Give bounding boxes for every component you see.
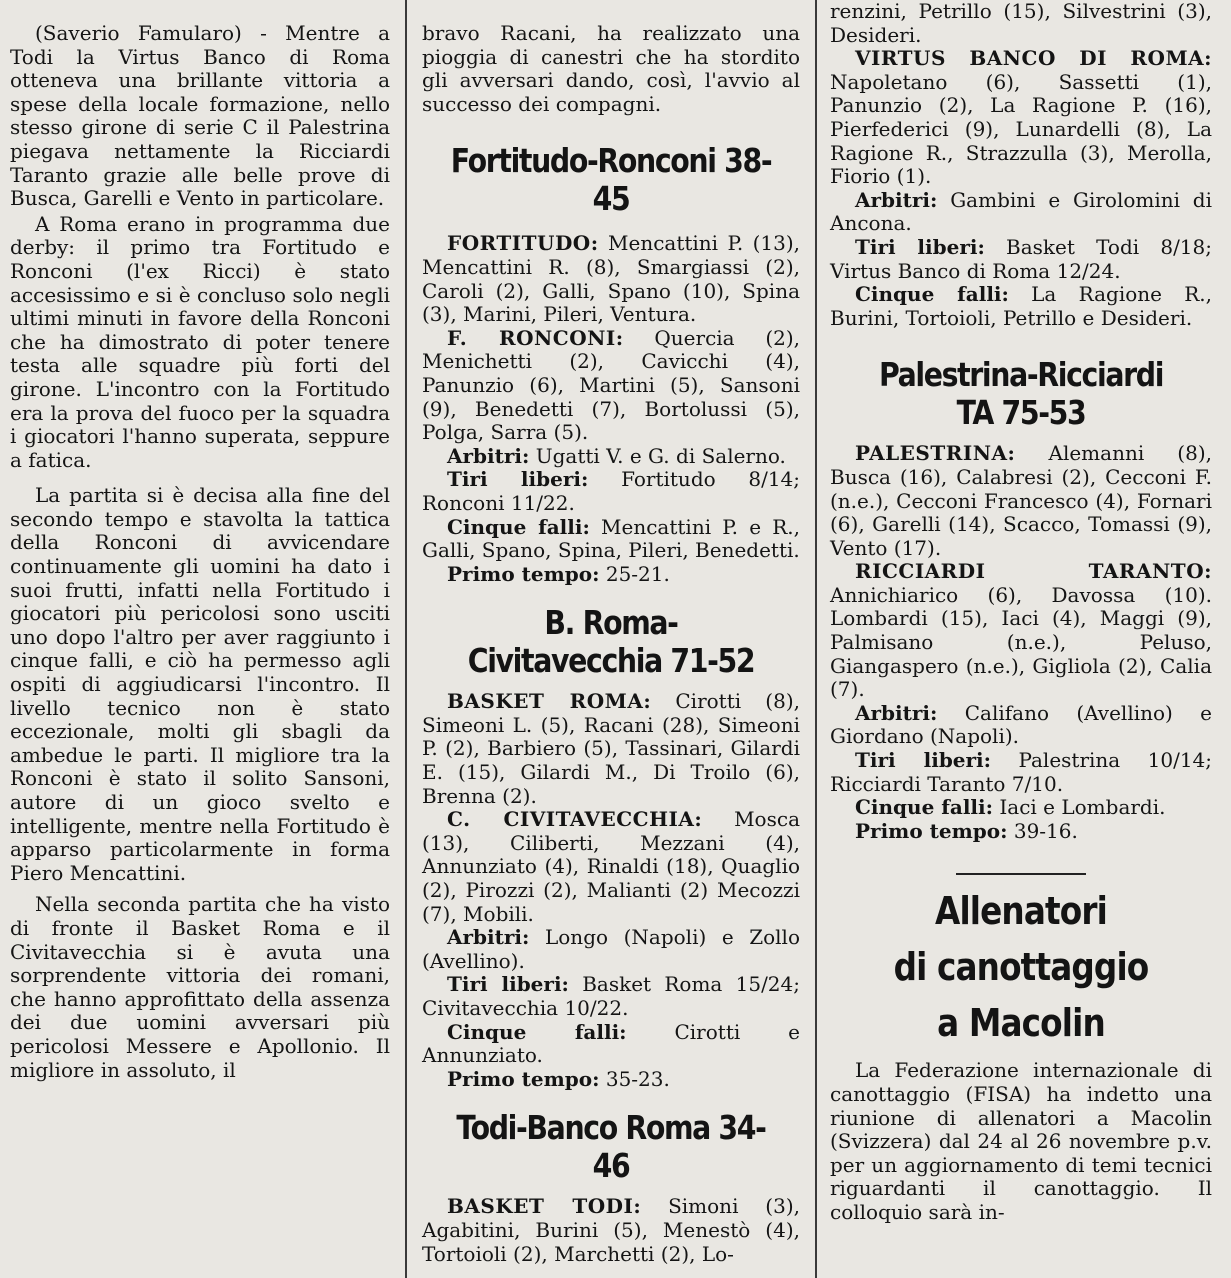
team-players: Mosca (13), Ciliberti, Mezzani (4), Annunziato (4), Rinaldi (18), Quaglio (2), Pirozzi (2), Malianti (2) Mecozzi (7), Mobili. (422, 807, 800, 926)
five-fouls-text: Mencattini P. e R., Galli, Spano, Spina, Pileri, Benedetti. (422, 514, 801, 563)
column-divider (405, 0, 407, 1278)
game-headline: B. Roma-Civitavecchia 71-52 (467, 603, 755, 681)
first-half-text: 35-23. (605, 1066, 670, 1091)
game-box-score (422, 1195, 800, 1266)
article-paragraph: La Federazione internazionale di canottaggio (FISA) ha indetto una riunione di allenatori a Macolin (Svizzera) dal 24 al 26 novembre p.v. per un aggiornamento di temi tecnici riguardanti il canottaggio. Il colloquio sarà in- (830, 1058, 1212, 1224)
column-divider (815, 0, 817, 1278)
five-fouls (830, 796, 1212, 820)
team-players: Annichiarico (6), Davossa (10). Lombardi (15), Iaci (4), Maggi (9), Palmisano (n.e.), Peluso, Giangaspero (n.e.), Gigliola (2), Calia (7). (830, 582, 1212, 702)
article-paragraph: (Saverio Famularo) - Mentre a Todi la Virtus Banco di Roma otteneva una brillante vittoria a spese della locale formazione, nello stesso girone di serie C il Palestrina piegava nettamente la Ricciardi Taranto grazie alle belle prove di Busca, Garelli e Vento in particolare. (10, 21, 390, 211)
free-throws-text: Fortitudo 8/14; Ronconi 11/22. (422, 467, 801, 515)
team-players: Simoni (3), Agabitini, Burini (5), Menestò (4), Tortoioli (2), Marchetti (2), Lo- (422, 1194, 800, 1266)
column-3 (830, 0, 1212, 1225)
team-players: Napoletano (6), Sassetti (1), Panunzio (2), La Ragione P. (16), Pierfederici (9), Lunardelli (8), La Ragione R., Strazzulla (3), Merolla, Fiorio (1). (830, 69, 1212, 189)
five-fouls-label: Cinque falli: (855, 282, 1009, 307)
team-label: VIRTUS BANCO DI ROMA: (855, 46, 1212, 71)
article-paragraph: La partita si è decisa alla fine del secondo tempo e stavolta la tattica della Ronconi di avvicendare continuamente gli uomini ha dato i suoi frutti, infatti nella Fortitudo i giocatori più pericolosi sono usciti uno dopo l'altro per aver raggiunto i cinque falli, e ciò ha permesso agli ospiti di aggiudicarsi l'incontro. Il livello tecnico non è stato eccezionale, molti gli sbagli da ambedue le parti. Il migliore tra la Ronconi è stato il solito Sansoni, autore di un gioco svelto e intelligente, mentre nella Fortitudo è apparso particolarmente in forma Piero Mencattini. (10, 483, 390, 885)
team-lineup (422, 690, 800, 808)
team-lineup (422, 327, 800, 445)
five-fouls-label: Cinque falli: (447, 1019, 627, 1044)
referees-label: Arbitri: (447, 443, 530, 468)
referees (422, 445, 800, 469)
five-fouls-text: Iaci e Lombardi. (999, 795, 1166, 820)
column-2 (422, 0, 800, 1266)
team-label: BASKET TODI: (447, 1194, 642, 1219)
free-throws (830, 749, 1212, 796)
article-paragraph: A Roma erano in programma due derby: il primo tra Fortitudo e Ronconi (l'ex Ricci) è stato accesissimo e si è concluso solo negli ultimi minuti in favore della Ronconi che ha dimostrato di poter tenere testa alle squadre più forti del girone. L'incontro con la Fortitudo era la prova del fuoco per la squadra i giocatori l'hanno superata, seppure a fatica. (10, 211, 390, 472)
five-fouls-text: La Ragione R., Burini, Tortoioli, Petrillo e Desideri. (830, 282, 1212, 330)
game-headline: Fortitudo-Ronconi 38-45 (450, 141, 772, 219)
referees (830, 702, 1212, 749)
article-paragraph: bravo Racani, ha realizzato una pioggia di canestri che ha stordito gli avversari dando, così, l'avvio al successo dei compagni. (422, 21, 800, 116)
referees-text: Gambini e Girolomini di Ancona. (830, 187, 1213, 236)
team-label: BASKET ROMA: (447, 689, 652, 714)
free-throws (830, 236, 1212, 283)
team-label: F. RONCONI: (447, 325, 624, 350)
free-throws-text: Basket Todi 8/18; Virtus Banco di Roma 12/24. (830, 234, 1212, 283)
column-1 (10, 0, 390, 1082)
headline-line: Allenatori (935, 889, 1107, 934)
team-label: FORTITUDO: (447, 231, 599, 256)
team-label: RICCIARDI TARANTO: (855, 559, 1212, 584)
five-fouls (830, 283, 1212, 330)
five-fouls-label: Cinque falli: (447, 514, 590, 539)
five-fouls-label: Cinque falli: (855, 795, 994, 820)
free-throws-label: Tiri liberi: (447, 972, 569, 997)
free-throws (422, 468, 800, 515)
headline-line: di canottaggio (893, 945, 1149, 990)
free-throws-label: Tiri liberi: (855, 234, 985, 259)
five-fouls (422, 1021, 800, 1068)
referees-label: Arbitri: (855, 187, 938, 212)
first-half (422, 563, 800, 587)
team-lineup (830, 47, 1212, 189)
section-divider (956, 873, 1086, 875)
free-throws-text: Palestrina 10/14; Ricciardi Taranto 7/10. (830, 748, 1213, 796)
team-players: Alemanni (8), Busca (16), Calabresi (2), Cecconi F. (n.e.), Cecconi Francesco (4), Fornari (6), Garelli (14), Scacco, Tomassi (9), Vento (17). (830, 441, 1212, 560)
referees-text: Longo (Napoli) e Zollo (Avellino). (422, 925, 800, 973)
headline-line: a Macolin (937, 1001, 1105, 1046)
free-throws-label: Tiri liberi: (855, 748, 992, 773)
five-fouls (422, 516, 800, 563)
referees-text: Ugatti V. e G. di Salerno. (535, 443, 786, 468)
team-players: Mencattini P. (13), Mencattini R. (8), Smargiassi (2), Caroli (2), Galli, Spano (10), Spina (3), Marini, Pileri, Ventura. (422, 231, 800, 327)
game-headline: Todi-Banco Roma 34-46 (456, 1108, 766, 1186)
first-half-label: Primo tempo: (447, 1066, 600, 1091)
game-box-score (422, 232, 800, 586)
first-half-text: 25-21. (605, 561, 670, 586)
team-players: Cirotti (8), Simeoni L. (5), Racani (28), Simeoni P. (2), Barbiero (5), Tassinari, Gilardi E. (15), Gilardi M., Di Troilo (6), Brenna (2). (422, 689, 800, 808)
game-headline: Palestrina-Ricciardi TA 75-53 (878, 355, 1164, 433)
game-box-score (830, 442, 1212, 843)
team-lineup (422, 232, 800, 326)
first-half (422, 1068, 800, 1092)
referees (422, 926, 800, 973)
team-lineup: renzini, Petrillo (15), Silvestrini (3), Desideri. (830, 0, 1212, 47)
team-lineup (830, 560, 1212, 702)
team-lineup (830, 442, 1212, 560)
team-lineup (422, 1195, 800, 1266)
first-half-label: Primo tempo: (447, 561, 600, 586)
five-fouls-text: Cirotti e Annunziato. (422, 1019, 801, 1068)
referees-text: Califano (Avellino) e Giordano (Napoli). (830, 700, 1213, 749)
free-throws-label: Tiri liberi: (447, 467, 589, 492)
team-label: C. CIVITAVECCHIA: (447, 807, 703, 832)
game-box-score (830, 0, 1212, 330)
free-throws (422, 973, 800, 1020)
referees-label: Arbitri: (855, 700, 938, 725)
referees (830, 189, 1212, 236)
team-players: Quercia (2), Menichetti (2), Cavicchi (4), Panunzio (6), Martini (5), Sansoni (9), Benedetti (7), Bortolussi (5), Polga, Sarra (5). (422, 325, 801, 445)
first-half (830, 820, 1212, 844)
article-paragraph: Nella seconda partita che ha visto di fronte il Basket Roma e il Civitavecchia si è avuta una sorprendente vittoria dei romani, che hanno approfittato della assenza dei due uomini avversari più pericolosi Messere e Apollonio. Il migliore in assoluto, il (10, 892, 390, 1082)
team-label: PALESTRINA: (855, 441, 1016, 466)
first-half-label: Primo tempo: (855, 818, 1008, 843)
article-headline (830, 883, 1212, 1051)
referees-label: Arbitri: (447, 925, 530, 950)
game-box-score (422, 690, 800, 1091)
first-half-text: 39-16. (1013, 818, 1078, 843)
free-throws-text: Basket Roma 15/24; Civitavecchia 10/22. (422, 972, 800, 1020)
team-lineup (422, 808, 800, 926)
